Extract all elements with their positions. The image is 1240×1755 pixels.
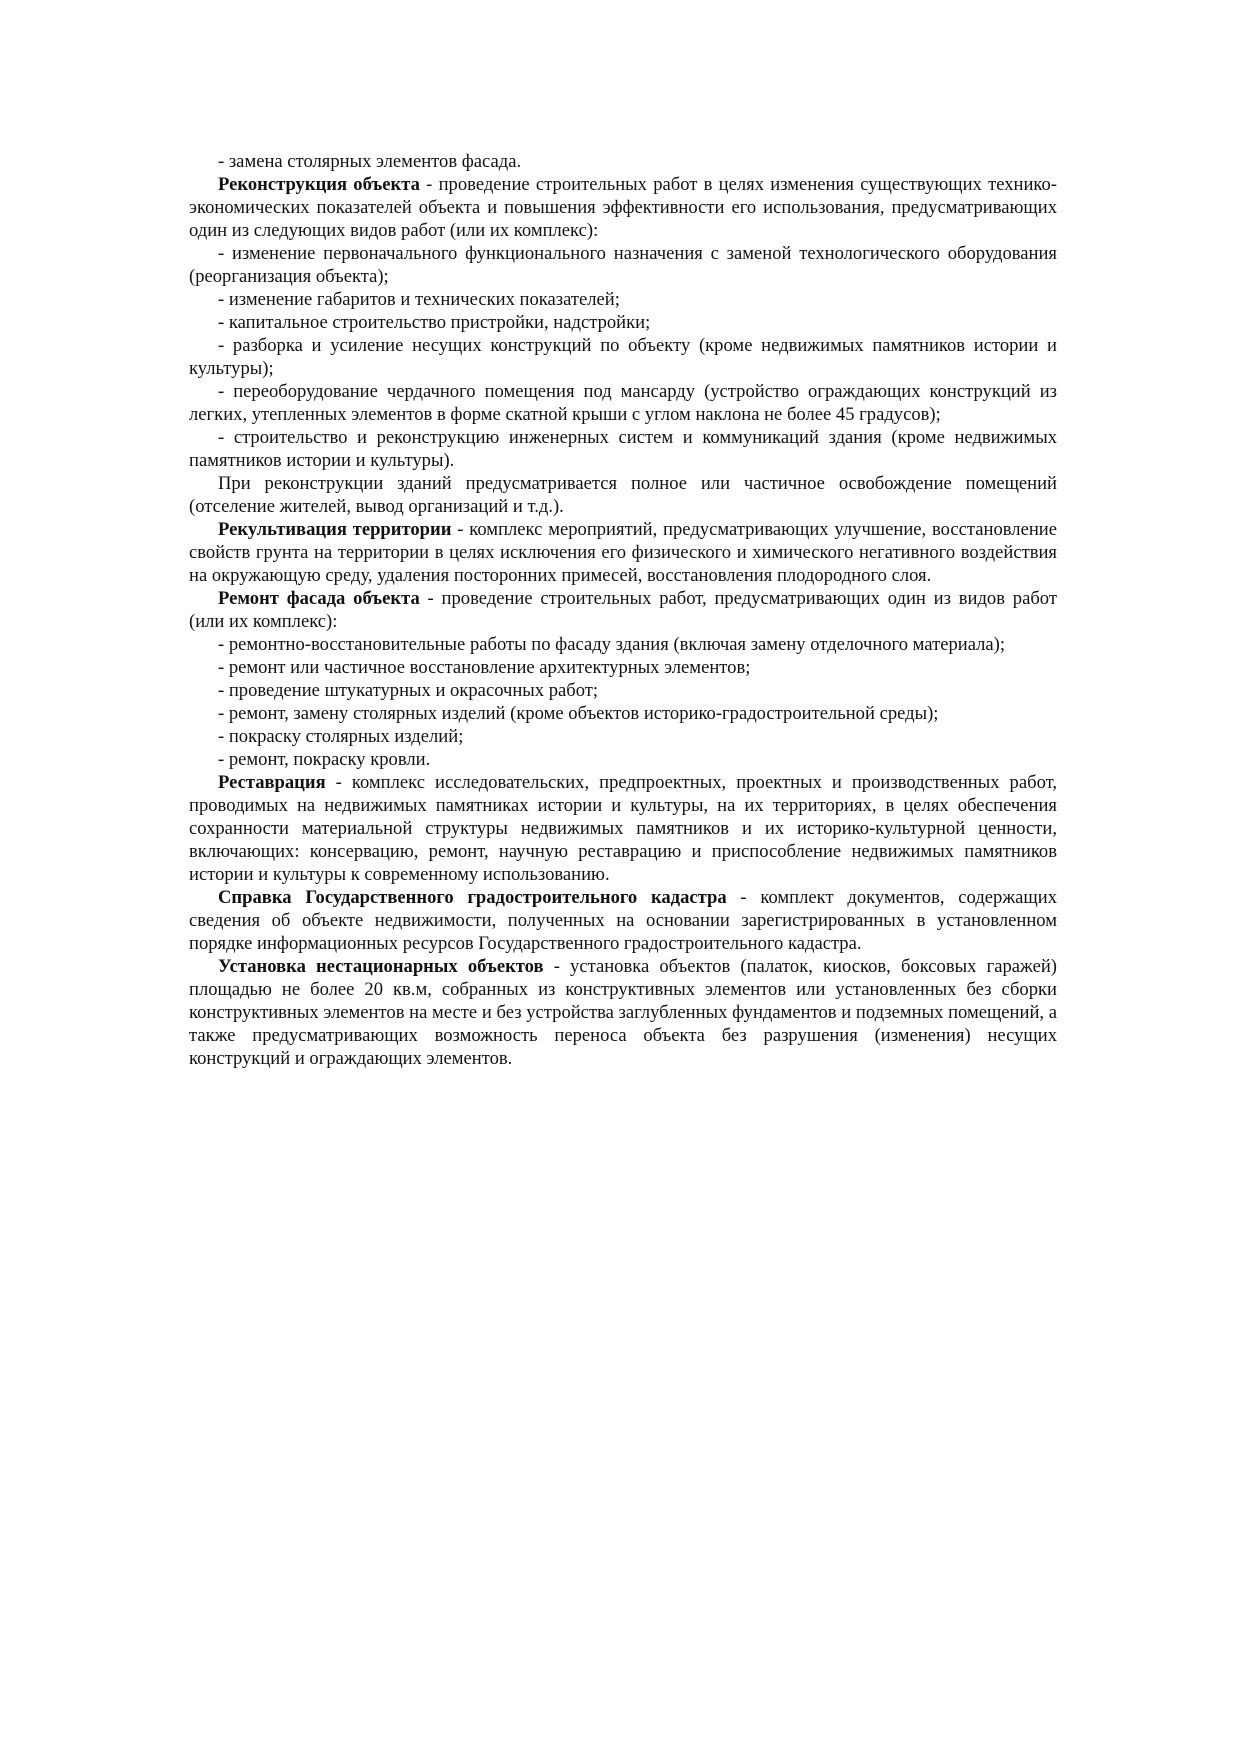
list-item: [189, 725, 1057, 748]
term-heading: Установка нестационарных объектов: [218, 956, 544, 977]
list-item-text: - разборка и усиление несущих конструкций по объекту (кроме недвижимых памятников истории и культуры);: [189, 335, 1057, 379]
list-item: [189, 288, 1057, 311]
definition-text: - установка объектов (палаток, киосков, боксовых гаражей) площадью не более 20 кв.м, собранных из конструктивных элементов или установленных без сборки конструктивных элементов на месте и без устройства заглубленных фундаментов и подземных помещений, а также предусматривающих возможность переноса объекта без разрушения (изменения) несущих конструкций и ограждающих элементов.: [189, 956, 1057, 1069]
list-item: [189, 702, 1057, 725]
list-item-text: - ремонт, замену столярных изделий (кроме объектов историко-градостроительной среды);: [218, 703, 939, 724]
term-heading: Реставрация: [218, 772, 326, 793]
list-item-text: - изменение первоначального функционального назначения с заменой технологического оборудования (реорганизация объекта);: [189, 243, 1057, 287]
definition-text: - комплекс мероприятий, предусматривающих улучшение, восстановление свойств грунта на территории в целях исключения его физического и химического негативного воздействия на окружающую среду, удаления посторонних примесей, восстановления плодородного слоя.: [189, 519, 1057, 586]
list-item: [189, 426, 1057, 472]
list-item-text: - капитальное строительство пристройки, надстройки;: [218, 312, 651, 333]
paragraph-text: - замена столярных элементов фасада.: [218, 151, 522, 172]
list-item-text: - изменение габаритов и технических показателей;: [218, 289, 620, 310]
list-item: [189, 334, 1057, 380]
definition-paragraph: [189, 886, 1057, 955]
term-heading: Справка Государственного градостроительного кадастра: [218, 887, 727, 908]
term-heading: Реконструкция объекта: [218, 174, 420, 195]
definition-paragraph: [189, 587, 1057, 633]
paragraph: [189, 472, 1057, 518]
definition-paragraph: [189, 518, 1057, 587]
list-item: [189, 633, 1057, 656]
term-heading: Рекультивация территории: [218, 519, 452, 540]
list-item-text: - ремонт или частичное восстановление архитектурных элементов;: [218, 657, 751, 678]
definition-text: - проведение строительных работ в целях изменения существующих технико-экономических показателей объекта и повышения эффективности его использования, предусматривающих один из следующих видов работ (или их комплекс):: [189, 174, 1057, 241]
list-item: [189, 380, 1057, 426]
definition-paragraph: [189, 955, 1057, 1070]
list-item-text: - ремонтно-восстановительные работы по фасаду здания (включая замену отделочного материала);: [218, 634, 1006, 655]
list-item: [189, 242, 1057, 288]
definition-text: - комплекс исследовательских, предпроектных, проектных и производственных работ, проводимых на недвижимых памятниках истории и культуры, на их территориях, в целях обеспечения сохранности материальной структуры недвижимых памятников и их историко-культурной ценности, включающих: консервацию, ремонт, научную реставрацию и приспособление недвижимых памятников истории и культуры к современному использованию.: [189, 772, 1057, 885]
list-item-text: - строительство и реконструкцию инженерных систем и коммуникаций здания (кроме недвижимых памятников истории и культуры).: [189, 427, 1057, 471]
document-body: [189, 150, 1057, 1070]
definition-text: - комплект документов, содержащих сведения об объекте недвижимости, полученных на основании зарегистрированных в установленном порядке информационных ресурсов Государственного градостроительного кадастра.: [189, 887, 1057, 954]
list-item: [189, 679, 1057, 702]
paragraph-text: При реконструкции зданий предусматривается полное или частичное освобождение помещений (отселение жителей, вывод организаций и т.д.).: [189, 473, 1057, 517]
list-item-text: - переоборудование чердачного помещения под мансарду (устройство ограждающих конструкций из легких, утепленных элементов в форме скатной крыши с углом наклона не более 45 градусов);: [189, 381, 1057, 425]
paragraph: [189, 150, 1057, 173]
list-item-text: - покраску столярных изделий;: [218, 726, 464, 747]
definition-paragraph: [189, 173, 1057, 242]
list-item: [189, 748, 1057, 771]
list-item: [189, 311, 1057, 334]
definition-text: - проведение строительных работ, предусматривающих один из видов работ (или их комплекс):: [189, 588, 1057, 632]
definition-paragraph: [189, 771, 1057, 886]
list-item-text: - проведение штукатурных и окрасочных работ;: [218, 680, 599, 701]
list-item: [189, 656, 1057, 679]
term-heading: Ремонт фасада объекта: [218, 588, 420, 609]
list-item-text: - ремонт, покраску кровли.: [218, 749, 431, 770]
